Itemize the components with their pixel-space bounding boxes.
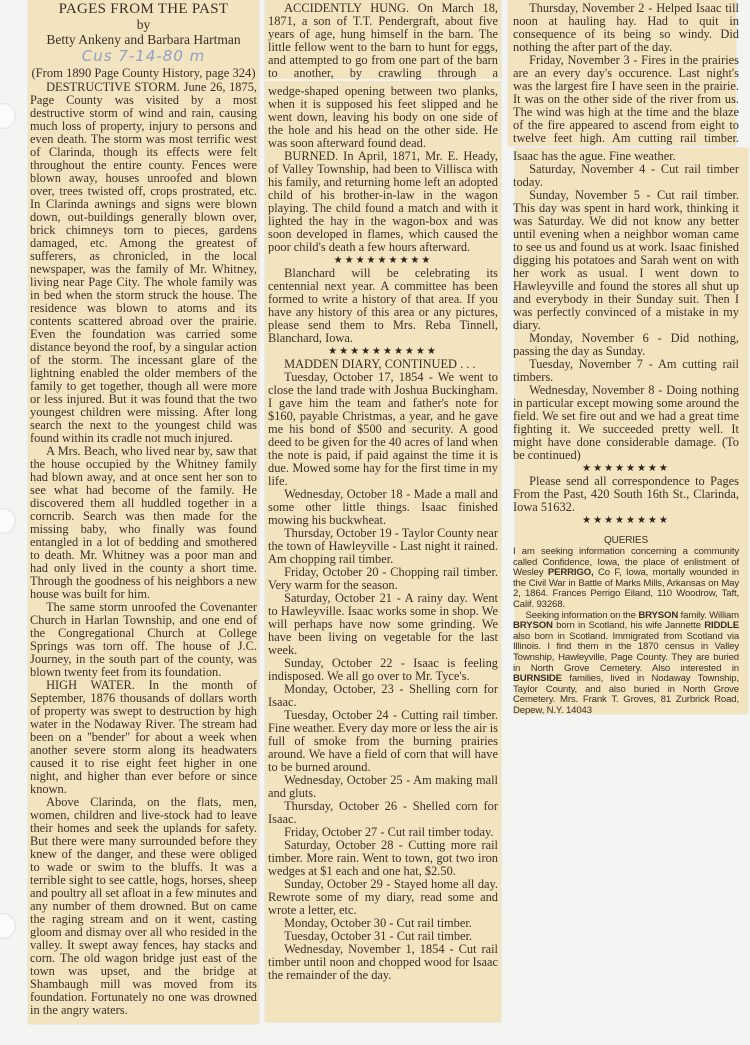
article-body: [30, 81, 257, 1017]
binder-hole: [0, 508, 16, 534]
source-citation: (From 1890 Page County History, page 324): [31, 66, 256, 80]
paragraph: Sunday, October 29 - Stayed home all day. Rewrote some of my diary, read some and wrote a letter, etc.: [268, 877, 498, 917]
binder-hole: [0, 103, 16, 129]
paragraph: HIGH WATER. In the month of September, 1876 thousands of dollars worth of property was swept to destruction by high water in the Nodaway River. The stream had been on a ''bender'' for about a week when another severe storm along its headwaters caused it to rise eight feet higher in one night, and higher than ever before or since known.: [30, 678, 257, 796]
paragraph: A Mrs. Beach, who lived near by, saw that the house occupied by the Whitney family had blown away, and at once sent her son to see what had become of the family. He discovered them all huddled together in a corncrib. Search was then made for the missing baby, who finally was found entangled in a lot of bedding and smothered to death. Mr. Whitney was a poor man and had only lived in the county a short time. Through the goodness of his neighbors a new house was built for him.: [30, 444, 257, 601]
paragraph: wedge-shaped opening between two planks, when it is supposed his feet slipped and he went down, leaving his body on one side of the hole and his head on the other side. He was soon afterward found dead.: [268, 84, 498, 150]
query-surname: BRYSON: [638, 609, 679, 621]
paragraph: Saturday, October 21 - A rainy day. Went to Hawleyville. Isaac works some in shop. We will perhaps have now some grinding. We have been living on vegetable for the last week.: [268, 591, 498, 657]
query-surname: RIDDLE: [704, 620, 739, 632]
query-text: I am seeking information concerning a community called Confidence, Iowa, the place of enlistment of Wesley: [513, 546, 739, 579]
paragraph: Sunday, October 22 - Isaac is feeling indisposed. We all go over to Mr. Tyce's.: [268, 656, 498, 683]
diary-entries: [513, 163, 739, 462]
paragraph-accidently-hung: ACCIDENTLY HUNG. On March 18, 1871, a son of T.T. Pendergraft, about five years of age, hung himself in the barn. The little fellow went to the barn to hunt for eggs, and attempted to go from one part of the barn to another, by crawling through a: [268, 1, 498, 80]
binder-hole: [0, 913, 16, 939]
paragraph: Tuesday, November 7 - Am cutting rail timbers.: [513, 357, 739, 384]
paragraph: Friday, October 20 - Chopping rail timber. Very warm for the season.: [268, 565, 498, 592]
paragraph: BURNED. In April, 1871, Mr. E. Heady, of Valley Township, had been to Villisca with his family, and returning home left an adopted child of his brother-in-law in the wagon playing. The child found a match and with it lighted the hay in the wagon-box and was soon developed in flames, which caused the poor child's death a few hours afterward.: [268, 149, 498, 254]
query-perrigo: [513, 547, 739, 611]
diary-entries: [268, 371, 498, 982]
query-surname: BURNSIDE: [513, 673, 562, 685]
paragraph: Wednesday, November 1, 1854 - Cut rail timber until noon and chopped wood for Isaac the remainder of the day.: [268, 942, 498, 982]
query-surname: BRYSON: [513, 620, 553, 632]
queries-heading: QUERIES: [604, 535, 648, 546]
article-title: PAGES FROM THE PAST: [58, 1, 229, 17]
query-text: also born in Scotland. Immigrated from Scotland via Illinois. I find them in the 1870 census in Valley Township, Hawleyville, Page County. They are buried in North Grove Cemetery. Also interested in: [513, 630, 739, 674]
article-column-2: [268, 2, 498, 982]
paragraph: Saturday, October 28 - Cutting more rail timber. More rain. Went to town, got two iron wedges at $1 each and one hat, $2.50.: [268, 838, 498, 878]
query-text: Seeking information on the: [525, 609, 639, 621]
paragraph: Thursday, October 26 - Shelled corn for Isaac.: [268, 799, 498, 826]
paragraph: Tuesday, October 31 - Cut rail timber.: [284, 929, 473, 943]
paragraph: Tuesday, October 17, 1854 - We went to close the land trade with Joshua Buckingham. I gave him the team and father's note for $160, payable Christmas, a year, and he gave me his bond of $500 and security. A good deed to be given for the 40 acres of land when the note is paid, if paid against the time it is due. Mowed some hay for the first time in my life.: [268, 370, 498, 488]
paragraph: Saturday, November 4 - Cut rail timber today.: [513, 162, 739, 189]
paragraph: Wednesday, October 18 - Made a mall and some other little things. Isaac finished mowing his buckwheat.: [268, 487, 498, 527]
paragraph: Monday, November 6 - Did nothing, passing the day as Sunday.: [513, 331, 739, 358]
star-divider: ★★★★★★★★★: [333, 255, 433, 266]
query-surname: PERRIGO,: [547, 567, 594, 579]
query-text: Co F, Iowa, mortally wounded in the Civil War in Battle of Marks Mills, Arkansas on May 2, 1864. Frances Perrigo Eiland, 110 Woodrow, Taft, Calif. 93268.: [513, 567, 739, 610]
paragraph: DESTRUCTIVE STORM. June 26, 1875, Page County was visited by a most destructive storm of wind and rain, causing much loss of property, injury to persons and even death. The storm was most terrific west of Clarinda, though its effects were felt throughout the entire county. Fences were blown away, houses unroofed and blown over, trees twisted off, crops prostrated, etc. In Clarinda awnings and signs were blown down, out-buildings generally blown over, brick chimneys torn to pieces, gardens damaged, etc. Among the greatest of sufferers, as chronicled, in the local newspaper, was the family of Mr. Whitney, living near Page City. The whole family was in bed when the storm struck the house. The residence was blown to atoms and its contents scattered abroad over the prairie. Even the foundation was carried some distance beyond the roof, by a singular action of the storm. The incessant glare of the lightning enabled the older members of the family to get together, though all were more or less injured. But it was found that the two youngest children were missing. After long search the next to the youngest child was found within its cradle not much injured.: [30, 80, 257, 445]
diary-entries: [513, 2, 739, 145]
handwritten-date-note: Cus 7-14-80 m: [81, 47, 206, 65]
paragraph: Friday, October 27 - Cut rail timber today.: [284, 825, 494, 839]
paragraph: Sunday, November 5 - Cut rail timber. This day was spent in hard work, thinking it was Saturday. We did not know any better until evening when a neighbor woman came to see us and found us at work. Isaac finished digging his potatoes and Sarah went on with her work as usual. I went down to Hawleyville and found the stores all shut up and everybody in their Sunday suit. Then I was perfectly convinced of a mistake in my diary.: [513, 188, 739, 332]
article-column-3: [513, 2, 739, 717]
paragraph: Above Clarinda, on the flats, men, women, children and live-stock had to leave their homes and seek the uplands for safety. But there were many surrounded before they knew of the danger, and these were obliged to wade or swim to the bluffs. It was a terrible sight to see cattle, hogs, horses, sheep and poultry all set afloat in a few minutes and any number of them drowned. But on came the raging stream and on it went, casting gloom and dismay over all who resided in the valley. It swept away fences, hay stacks and corn. The old wagon bridge just east of the town was upset, and the bridge at Shambaugh mill was moved from its foundation. Fortunately no one was drowned in the angry waters.: [30, 795, 257, 1017]
paragraph-blanchard-notice: Blanchard will be celebrating its centennial next year. A committee has been formed to write a history of that area. If you have any history of this area or any pictures, please send them to Mrs. Reba Tinnell, Blanchard, Iowa.: [268, 266, 498, 345]
paragraph: Thursday, November 2 - Helped Isaac till noon at hauling hay. Had to quit in consequence of its being so windy. Did nothing the after part of the day.: [513, 1, 739, 54]
paragraph: Monday, October 30 - Cut rail timber.: [284, 916, 472, 930]
paragraph: Wednesday, October 25 - Am making mall and gluts.: [268, 773, 498, 800]
paragraph-correspondence: Please send all correspondence to Pages From the Past, 420 South 16th St., Clarinda, Iowa 51632.: [513, 474, 739, 514]
paragraph: Wednesday, November 8 - Doing nothing in particular except mowing some around the field. We set fire out and we had a great time fighting it. We succeeded pretty well. It might have done considerable damage. (To be continued): [513, 383, 739, 462]
paragraph: Tuesday, October 24 - Cutting rail timber. Fine weather. Every day more or less the air is full of smoke from the burning prairies around. We have a field of corn that will have to be burned around.: [268, 708, 498, 774]
star-divider: ★★★★★★★★: [582, 463, 670, 474]
paragraph: Thursday, October 19 - Taylor County near the town of Hawleyville - Last night it rained. Am chopping rail timber.: [268, 526, 498, 566]
query-text: families, lived in Nodaway Township, Taylor County, and also buried in North Grove Cemetery. Mrs. Frank T. Groves, 81 Zurbrick Road, Depew, N.Y. 14043: [513, 673, 739, 716]
star-divider: ★★★★★★★★: [582, 515, 670, 526]
paragraph: The same storm unroofed the Covenanter Church in Harlan Township, and one end of the Congregational Church at College Springs was torn off. The house of J.C. Journey, in the south part of the county, was blown twenty feet from its foundation.: [30, 600, 257, 679]
query-text: family. William: [678, 609, 739, 621]
article-pages-from-the-past: [30, 2, 257, 1017]
queries-section: [513, 535, 739, 717]
byline-authors: Betty Ankeny and Barbara Hartman: [46, 32, 241, 47]
article-body: [268, 85, 498, 254]
query-bryson: [513, 611, 739, 717]
query-text: born in Scotland, his wife Jannette: [552, 620, 705, 632]
diary-heading: MADDEN DIARY, CONTINUED . . .: [284, 357, 476, 371]
star-divider: ★★★★★★★★★★: [328, 346, 438, 357]
paragraph: Friday, November 3 - Fires in the prairies are an every day's occurence. Last night's was the largest fire I have seen in the prairie. It was on the other side of the river from us. The wind was high at the time and the blaze of the fire appeared to ascend from eight to twelve feet high. Am cutting rail timber.: [513, 53, 739, 145]
paragraph: Monday, October, 23 - Shelling corn for Isaac.: [268, 682, 498, 709]
paragraph-continued: Isaac has the ague. Fine weather.: [513, 149, 676, 163]
byline-by: by: [136, 17, 151, 32]
